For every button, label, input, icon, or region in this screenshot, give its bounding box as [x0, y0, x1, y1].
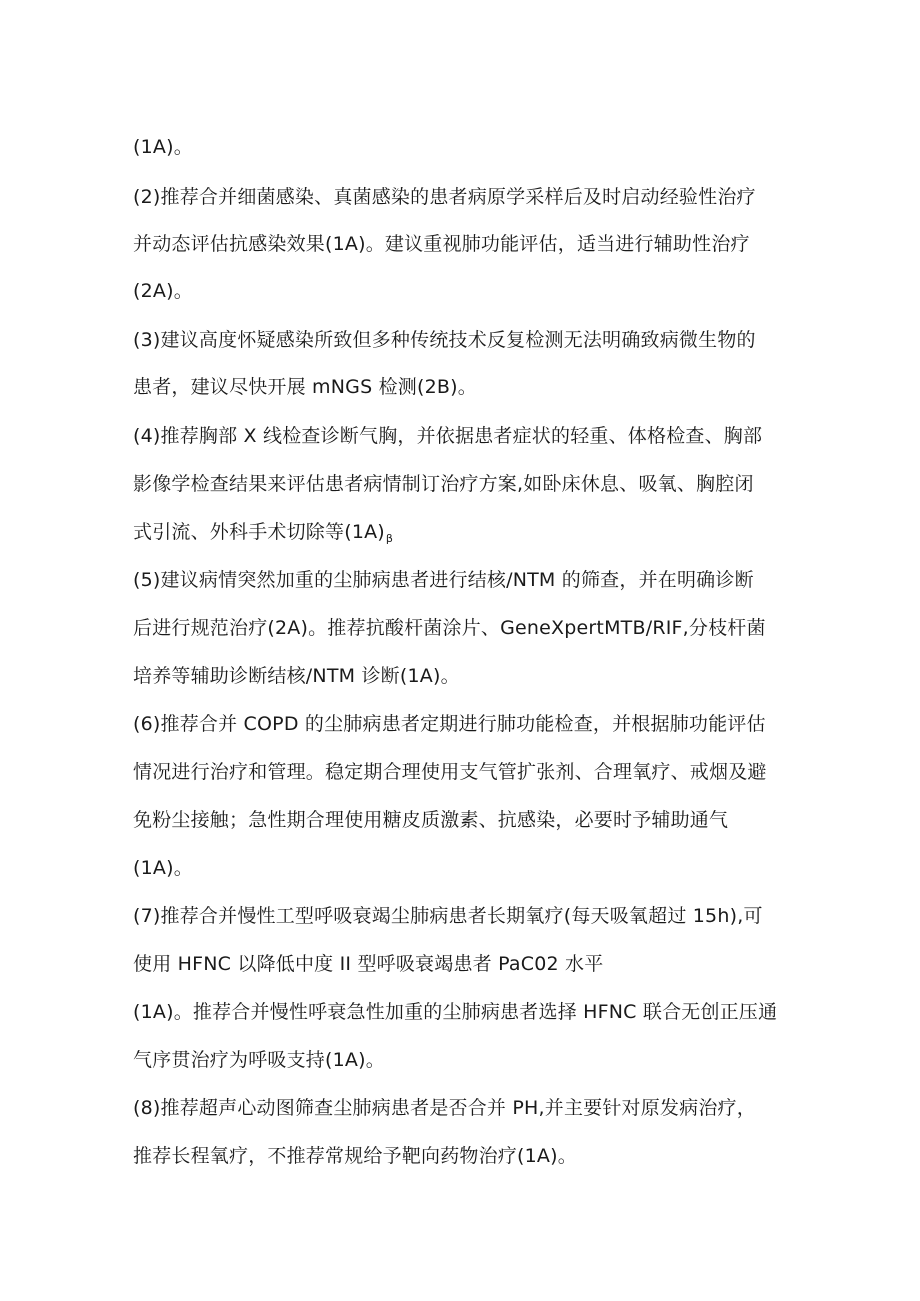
text-line-with-subscript	[133, 517, 393, 547]
text-line: (8)推荐超声心动图筛查尘肺病患者是否合并 PH,并主要针对原发病治疗，	[133, 1097, 756, 1119]
text-line: (4)推荐胸部 X 线检查诊断气胸，并依据患者症状的轻重、体格检查、胸部	[133, 425, 763, 447]
text-line: 式引流、外科手术切除等(1A)	[133, 521, 385, 543]
text-line: 使用 HFNC 以降低中度 II 型呼吸衰竭患者 PaC02 水平	[133, 953, 604, 975]
subscript-mark: β	[385, 532, 394, 545]
text-line: 培养等辅助诊断结核/NTM 诊断(1A)。	[133, 665, 460, 687]
text-line: 气序贯治疗为呼吸支持(1A)。	[133, 1049, 385, 1071]
text-line: (3)建议高度怀疑感染所致但多种传统技术反复检测无法明确致病微生物的	[133, 329, 756, 351]
text-line: (7)推荐合并慢性工型呼吸衰竭尘肺病患者长期氧疗(每天吸氧超过 15h),可	[133, 905, 763, 927]
text-line: (6)推荐合并 COPD 的尘肺病患者定期进行肺功能检查，并根据肺功能评估	[133, 713, 766, 735]
text-line: (1A)。推荐合并慢性呼衰急性加重的尘肺病患者选择 HFNC 联合无创正压通	[133, 1001, 778, 1023]
text-line: (2A)。	[133, 280, 193, 302]
text-line: 影像学检查结果来评估患者病情制订治疗方案,如卧床休息、吸氧、胸腔闭	[133, 473, 754, 495]
text-line: (2)推荐合并细菌感染、真菌感染的患者病原学采样后及时启动经验性治疗	[133, 186, 756, 208]
text-line: 患者，建议尽快开展 mNGS 检测(2B)。	[133, 376, 477, 398]
text-line: (1A)。	[133, 857, 193, 879]
text-line: 并动态评估抗感染效果(1A)。建议重视肺功能评估，适当进行辅助性治疗	[133, 233, 750, 255]
text-line: (5)建议病情突然加重的尘肺病患者进行结核/NTM 的筛查，并在明确诊断	[133, 569, 754, 591]
text-line: 情况进行治疗和管理。稳定期合理使用支气管扩张剂、合理氧疗、戒烟及避	[133, 761, 767, 783]
text-line: 后进行规范治疗(2A)。推荐抗酸杆菌涂片、GeneXpertMTB/RIF,分枝杆菌	[133, 617, 766, 639]
text-line: 免粉尘接触；急性期合理使用糖皮质激素、抗感染，必要时予辅助通气	[133, 809, 729, 831]
text-line: (1A)。	[133, 136, 193, 158]
text-line: 推荐长程氧疗，不推荐常规给予靶向药物治疗(1A)。	[133, 1145, 577, 1167]
